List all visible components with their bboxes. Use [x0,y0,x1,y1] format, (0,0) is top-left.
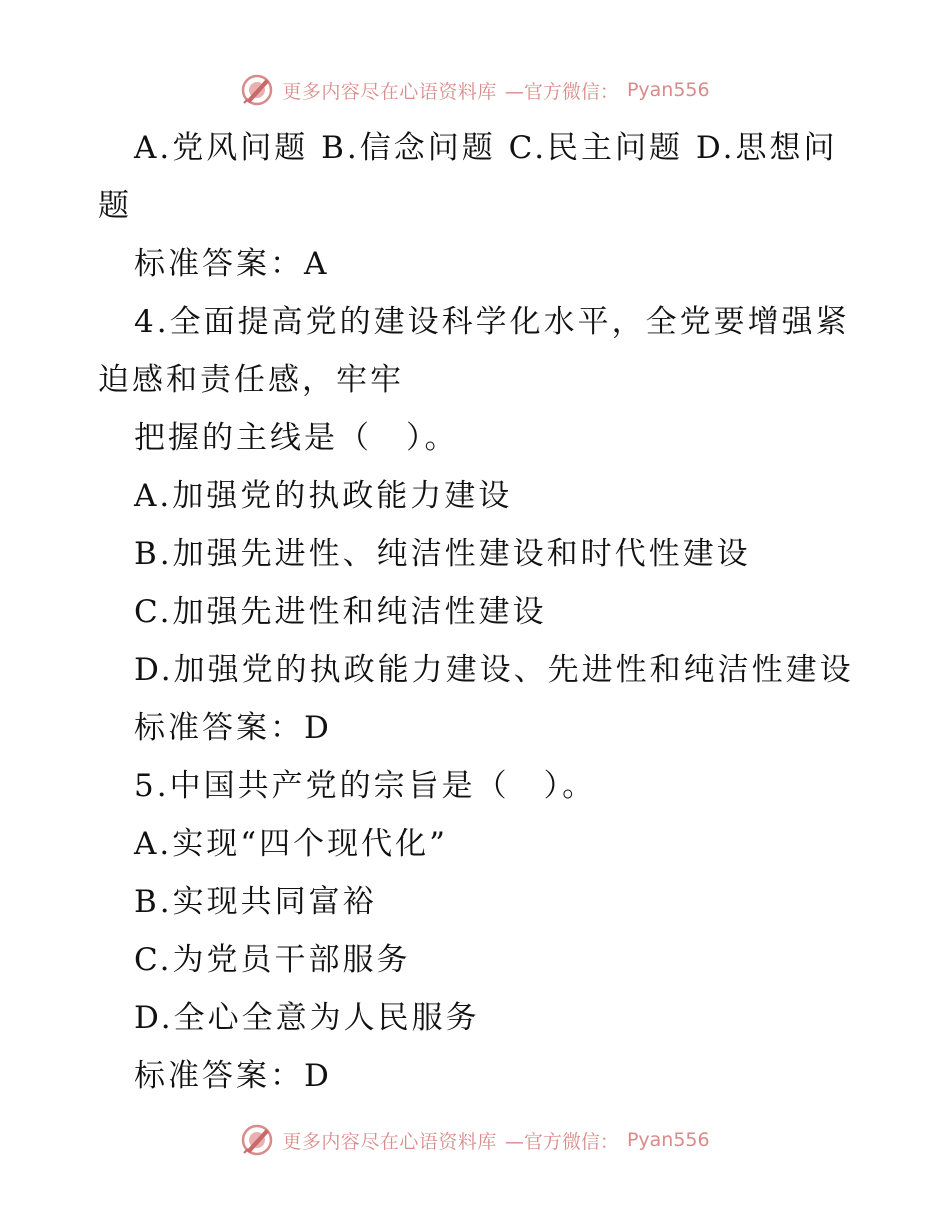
option-line: C.为党员干部服务 [134,942,411,978]
banner-site-text: 更多内容尽在心语资料库 [282,1130,497,1153]
option-line: A.实现“四个现代化” [134,826,448,862]
option-line: A.党风问题 B.信念问题 C.民主问题 D.思想问 [134,130,838,166]
option-line: D.加强党的执政能力建设、先进性和纯洁性建设 [134,652,854,688]
option-line: D.全心全意为人民服务 [134,1000,480,1036]
banner-wechat-id: Pyan556 [626,1129,710,1151]
banner-wechat-label: —官方微信： [504,1130,619,1153]
banner-site-text: 更多内容尽在心语资料库 [282,80,497,103]
question-line: 5.中国共产党的宗旨是（ ）。 [134,768,597,804]
question-line-continuation: 迫感和责任感，牢牢 [98,362,404,398]
footer-banner [0,1120,950,1160]
option-line: A.加强党的执政能力建设 [134,478,513,514]
quill-seal-icon [240,1123,274,1157]
option-line-continuation: 题 [98,188,132,224]
answer-line: 标准答案：D [134,1058,332,1094]
answer-line: 标准答案：D [134,710,332,746]
option-line: C.加强先进性和纯洁性建设 [134,594,547,630]
answer-line: 标准答案：A [134,246,330,282]
header-banner [0,70,950,110]
banner-wechat-label: —官方微信： [504,80,619,103]
quill-seal-icon [240,73,274,107]
banner-wechat-id: Pyan556 [626,79,710,101]
option-line: B.实现共同富裕 [134,884,377,920]
question-line-continuation: 把握的主线是（ ）。 [134,420,459,456]
question-line: 4.全面提高党的建设科学化水平，全党要增强紧 [134,304,850,340]
option-line: B.加强先进性、纯洁性建设和时代性建设 [134,536,751,572]
